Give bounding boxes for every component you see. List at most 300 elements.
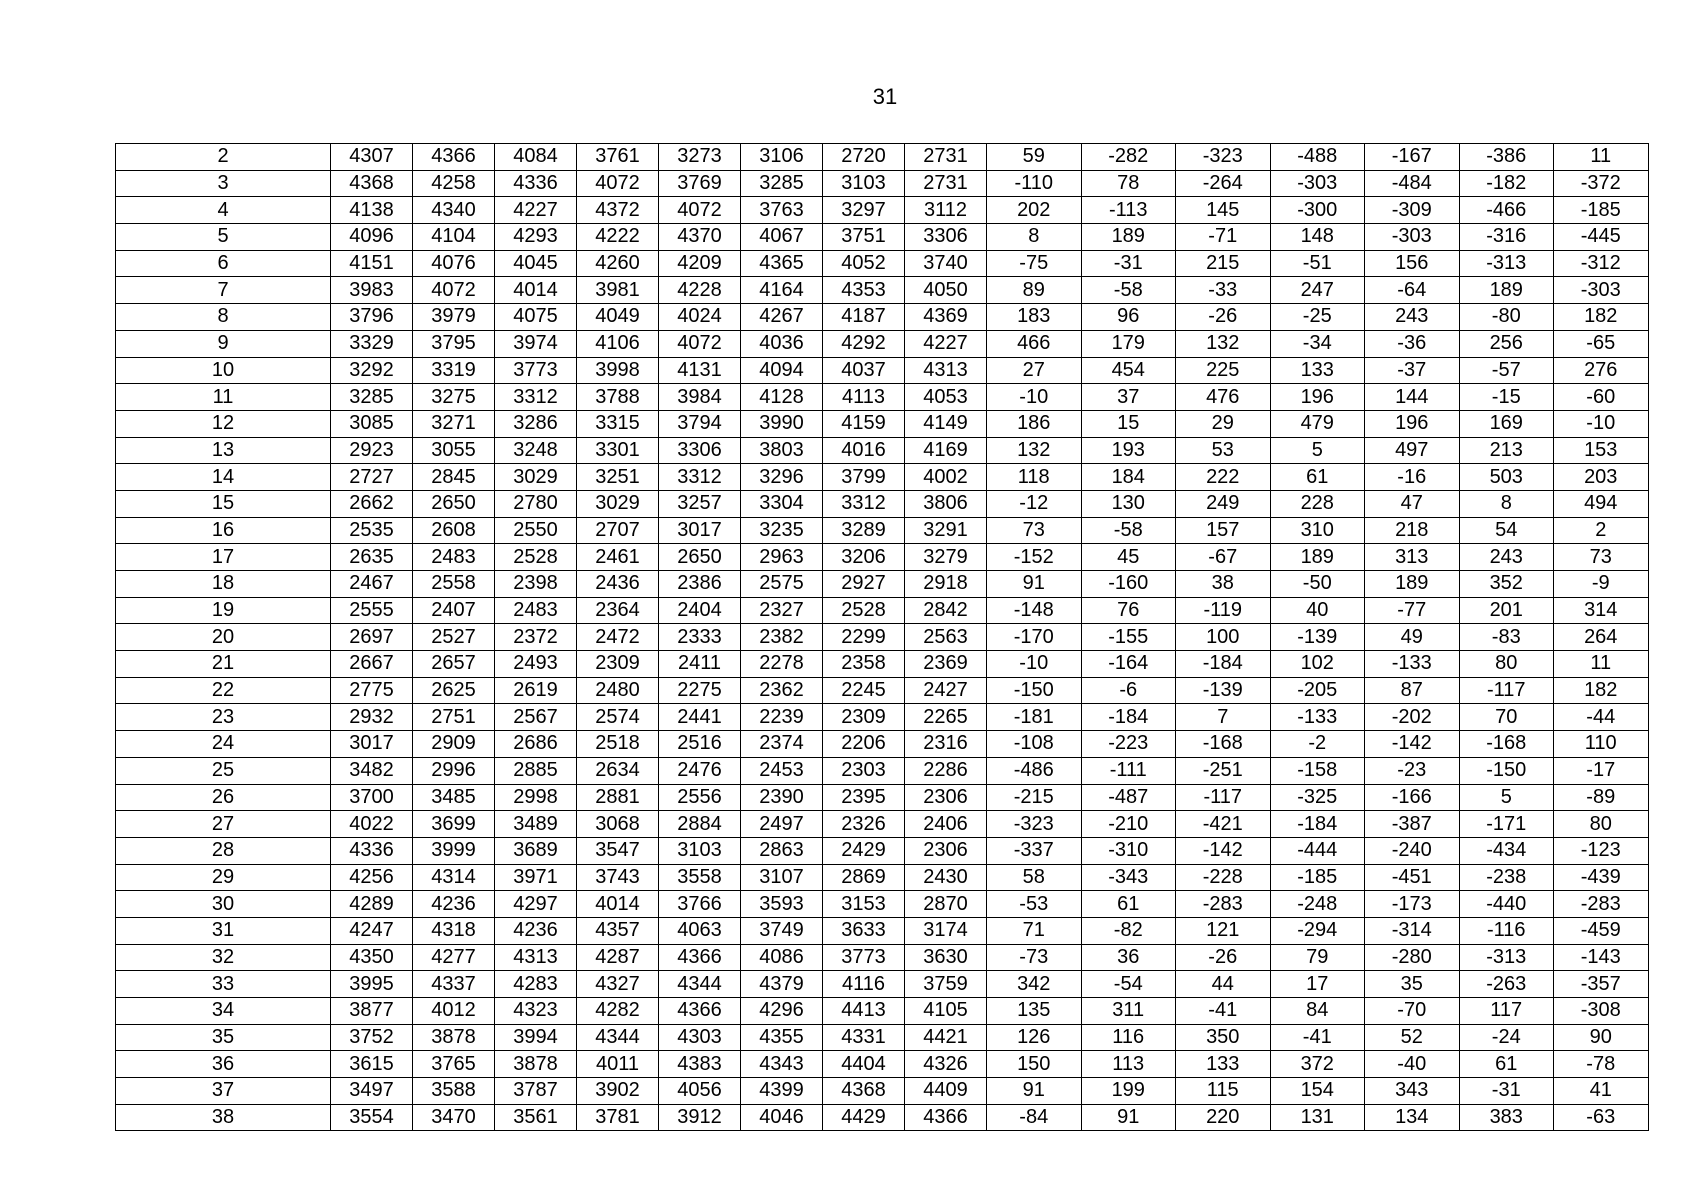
table-cell: 3749 xyxy=(741,917,823,944)
table-cell: 4344 xyxy=(577,1024,659,1051)
table-cell: 29 xyxy=(1176,410,1271,437)
table-cell: 189 xyxy=(1365,571,1460,598)
table-cell: 3289 xyxy=(823,517,905,544)
row-index-cell: 17 xyxy=(116,544,331,571)
table-cell: 3291 xyxy=(905,517,987,544)
table-cell: -143 xyxy=(1554,944,1649,971)
table-cell: -53 xyxy=(987,891,1082,918)
table-cell: 3761 xyxy=(577,144,659,171)
table-cell: 2206 xyxy=(823,731,905,758)
table-cell: 2634 xyxy=(577,757,659,784)
table-cell: 4370 xyxy=(659,224,741,251)
table-cell: -16 xyxy=(1365,464,1460,491)
table-cell: 2476 xyxy=(659,757,741,784)
table-cell: 150 xyxy=(987,1051,1082,1078)
table-cell: 3981 xyxy=(577,277,659,304)
table-cell: 4292 xyxy=(823,330,905,357)
row-index-cell: 27 xyxy=(116,811,331,838)
table-cell: 3561 xyxy=(495,1104,577,1131)
table-cell: 256 xyxy=(1459,330,1554,357)
table-cell: -486 xyxy=(987,757,1082,784)
table-cell: 4323 xyxy=(495,998,577,1025)
table-cell: -303 xyxy=(1270,170,1365,197)
table-cell: -23 xyxy=(1365,757,1460,784)
table-cell: -110 xyxy=(987,170,1082,197)
table-cell: 3984 xyxy=(659,384,741,411)
table-cell: -89 xyxy=(1554,784,1649,811)
table-cell: 2461 xyxy=(577,544,659,571)
table-cell: 4227 xyxy=(905,330,987,357)
table-cell: -323 xyxy=(987,811,1082,838)
table-cell: 4369 xyxy=(905,304,987,331)
table-cell: 4138 xyxy=(331,197,413,224)
table-cell: 189 xyxy=(1081,224,1176,251)
table-cell: 3795 xyxy=(413,330,495,357)
table-cell: 497 xyxy=(1365,437,1460,464)
table-cell: 3794 xyxy=(659,410,741,437)
table-cell: 76 xyxy=(1081,597,1176,624)
table-cell: 4318 xyxy=(413,917,495,944)
table-cell: 2362 xyxy=(741,677,823,704)
table-cell: 132 xyxy=(987,437,1082,464)
table-cell: 3312 xyxy=(495,384,577,411)
table-cell: 4353 xyxy=(823,277,905,304)
table-cell: 4113 xyxy=(823,384,905,411)
table-cell: 37 xyxy=(1081,384,1176,411)
table-cell: 3630 xyxy=(905,944,987,971)
table-cell: 4016 xyxy=(823,437,905,464)
table-cell: 243 xyxy=(1459,544,1554,571)
page-number: 31 xyxy=(872,84,898,109)
row-index-cell: 33 xyxy=(116,971,331,998)
table-row xyxy=(116,651,1649,678)
table-cell: -184 xyxy=(1081,704,1176,731)
table-cell: 3315 xyxy=(577,410,659,437)
table-cell: 3547 xyxy=(577,837,659,864)
table-cell: -238 xyxy=(1459,864,1554,891)
table-cell: 196 xyxy=(1270,384,1365,411)
table-cell: 2869 xyxy=(823,864,905,891)
table-cell: -10 xyxy=(987,651,1082,678)
table-cell: 183 xyxy=(987,304,1082,331)
table-cell: 4072 xyxy=(659,330,741,357)
table-row xyxy=(116,250,1649,277)
table-cell: -83 xyxy=(1459,624,1554,651)
table-cell: 3877 xyxy=(331,998,413,1025)
table-cell: 3085 xyxy=(331,410,413,437)
table-cell: 2563 xyxy=(905,624,987,651)
table-cell: 3588 xyxy=(413,1078,495,1105)
table-cell: -116 xyxy=(1459,917,1554,944)
table-cell: 4131 xyxy=(659,357,741,384)
table-cell: -313 xyxy=(1459,250,1554,277)
table-row xyxy=(116,544,1649,571)
table-cell: 3029 xyxy=(495,464,577,491)
table-cell: 476 xyxy=(1176,384,1271,411)
table-cell: 2686 xyxy=(495,731,577,758)
table-cell: 2372 xyxy=(495,624,577,651)
table-cell: 342 xyxy=(987,971,1082,998)
table-cell: 4053 xyxy=(905,384,987,411)
table-row xyxy=(116,437,1649,464)
table-cell: 3292 xyxy=(331,357,413,384)
table-cell: 2662 xyxy=(331,490,413,517)
table-cell: 3107 xyxy=(741,864,823,891)
row-index-cell: 35 xyxy=(116,1024,331,1051)
table-cell: 3017 xyxy=(331,731,413,758)
table-cell: 2369 xyxy=(905,651,987,678)
table-cell: -251 xyxy=(1176,757,1271,784)
row-index-cell: 2 xyxy=(116,144,331,171)
table-cell: -168 xyxy=(1176,731,1271,758)
table-cell: 2453 xyxy=(741,757,823,784)
table-cell: -108 xyxy=(987,731,1082,758)
table-cell: 2406 xyxy=(905,811,987,838)
table-cell: 343 xyxy=(1365,1078,1460,1105)
table-cell: -466 xyxy=(1459,197,1554,224)
row-index-cell: 28 xyxy=(116,837,331,864)
row-index-cell: 3 xyxy=(116,170,331,197)
table-cell: 2881 xyxy=(577,784,659,811)
table-cell: 2932 xyxy=(331,704,413,731)
table-cell: 2963 xyxy=(741,544,823,571)
table-cell: -84 xyxy=(987,1104,1082,1131)
table-cell: -185 xyxy=(1270,864,1365,891)
table-cell: 3296 xyxy=(741,464,823,491)
table-cell: 4404 xyxy=(823,1051,905,1078)
table-cell: 80 xyxy=(1554,811,1649,838)
row-index-cell: 10 xyxy=(116,357,331,384)
table-cell: 115 xyxy=(1176,1078,1271,1105)
table-cell: 4260 xyxy=(577,250,659,277)
table-cell: -282 xyxy=(1081,144,1176,171)
table-cell: 3103 xyxy=(823,170,905,197)
table-cell: 4258 xyxy=(413,170,495,197)
table-cell: -2 xyxy=(1270,731,1365,758)
table-cell: 3759 xyxy=(905,971,987,998)
table-cell: 49 xyxy=(1365,624,1460,651)
table-cell: -263 xyxy=(1459,971,1554,998)
table-cell: -240 xyxy=(1365,837,1460,864)
table-cell: 2707 xyxy=(577,517,659,544)
table-cell: 169 xyxy=(1459,410,1554,437)
table-row xyxy=(116,384,1649,411)
table-cell: 2467 xyxy=(331,571,413,598)
table-cell: 4399 xyxy=(741,1078,823,1105)
table-row xyxy=(116,917,1649,944)
table-cell: 2885 xyxy=(495,757,577,784)
table-row xyxy=(116,811,1649,838)
table-cell: -67 xyxy=(1176,544,1271,571)
table-cell: 4036 xyxy=(741,330,823,357)
table-cell: 2364 xyxy=(577,597,659,624)
table-cell: -142 xyxy=(1365,731,1460,758)
table-cell: -434 xyxy=(1459,837,1554,864)
table-cell: -12 xyxy=(987,490,1082,517)
row-index-cell: 15 xyxy=(116,490,331,517)
table-cell: 2407 xyxy=(413,597,495,624)
table-cell: 87 xyxy=(1365,677,1460,704)
table-cell: -117 xyxy=(1176,784,1271,811)
table-cell: 264 xyxy=(1554,624,1649,651)
table-cell: 4421 xyxy=(905,1024,987,1051)
table-cell: -36 xyxy=(1365,330,1460,357)
table-cell: 4413 xyxy=(823,998,905,1025)
table-cell: 2472 xyxy=(577,624,659,651)
table-cell: 3765 xyxy=(413,1051,495,1078)
table-cell: 84 xyxy=(1270,998,1365,1025)
table-cell: 2996 xyxy=(413,757,495,784)
table-cell: 2411 xyxy=(659,651,741,678)
table-cell: 3497 xyxy=(331,1078,413,1105)
table-cell: 27 xyxy=(987,357,1082,384)
table-cell: 179 xyxy=(1081,330,1176,357)
table-cell: -294 xyxy=(1270,917,1365,944)
table-cell: 4326 xyxy=(905,1051,987,1078)
table-cell: -445 xyxy=(1554,224,1649,251)
table-cell: 3106 xyxy=(741,144,823,171)
table-cell: 3103 xyxy=(659,837,741,864)
table-cell: -119 xyxy=(1176,597,1271,624)
table-row xyxy=(116,677,1649,704)
row-index-cell: 6 xyxy=(116,250,331,277)
table-cell: 59 xyxy=(987,144,1082,171)
table-cell: -9 xyxy=(1554,571,1649,598)
row-index-cell: 25 xyxy=(116,757,331,784)
table-cell: 3329 xyxy=(331,330,413,357)
table-cell: 2918 xyxy=(905,571,987,598)
table-cell: -34 xyxy=(1270,330,1365,357)
table-cell: 2619 xyxy=(495,677,577,704)
table-cell: 100 xyxy=(1176,624,1271,651)
table-cell: 70 xyxy=(1459,704,1554,731)
table-cell: -41 xyxy=(1270,1024,1365,1051)
table-cell: 91 xyxy=(1081,1104,1176,1131)
table-cell: -80 xyxy=(1459,304,1554,331)
table-cell: 4307 xyxy=(331,144,413,171)
table-cell: 73 xyxy=(1554,544,1649,571)
table-cell: 3803 xyxy=(741,437,823,464)
table-cell: 2697 xyxy=(331,624,413,651)
table-cell: 3979 xyxy=(413,304,495,331)
table-cell: 3763 xyxy=(741,197,823,224)
table-cell: 4366 xyxy=(659,944,741,971)
table-cell: 4002 xyxy=(905,464,987,491)
table-cell: -357 xyxy=(1554,971,1649,998)
table-cell: -386 xyxy=(1459,144,1554,171)
table-cell: 184 xyxy=(1081,464,1176,491)
table-cell: 2436 xyxy=(577,571,659,598)
table-cell: -323 xyxy=(1176,144,1271,171)
table-cell: 89 xyxy=(987,277,1082,304)
table-cell: 311 xyxy=(1081,998,1176,1025)
table-cell: 2842 xyxy=(905,597,987,624)
table-cell: 5 xyxy=(1270,437,1365,464)
table-cell: 503 xyxy=(1459,464,1554,491)
table-cell: -139 xyxy=(1270,624,1365,651)
table-cell: -44 xyxy=(1554,704,1649,731)
table-cell: 4227 xyxy=(495,197,577,224)
table-cell: 36 xyxy=(1081,944,1176,971)
table-cell: 5 xyxy=(1459,784,1554,811)
table-cell: 3902 xyxy=(577,1078,659,1105)
table-cell: 3306 xyxy=(905,224,987,251)
table-cell: 3068 xyxy=(577,811,659,838)
table-cell: 310 xyxy=(1270,517,1365,544)
table-cell: 2493 xyxy=(495,651,577,678)
table-cell: 2667 xyxy=(331,651,413,678)
table-cell: 3271 xyxy=(413,410,495,437)
table-row xyxy=(116,197,1649,224)
table-cell: 3878 xyxy=(495,1051,577,1078)
table-row xyxy=(116,464,1649,491)
table-row xyxy=(116,304,1649,331)
table-cell: -54 xyxy=(1081,971,1176,998)
table-row xyxy=(116,757,1649,784)
table-cell: 2870 xyxy=(905,891,987,918)
table-cell: 314 xyxy=(1554,597,1649,624)
table-cell: -309 xyxy=(1365,197,1460,224)
table-cell: -77 xyxy=(1365,597,1460,624)
table-cell: 249 xyxy=(1176,490,1271,517)
row-index-cell: 14 xyxy=(116,464,331,491)
table-row xyxy=(116,624,1649,651)
table-cell: 79 xyxy=(1270,944,1365,971)
table-cell: 3279 xyxy=(905,544,987,571)
table-cell: 4289 xyxy=(331,891,413,918)
table-cell: 3751 xyxy=(823,224,905,251)
table-cell: 2275 xyxy=(659,677,741,704)
table-cell: 2558 xyxy=(413,571,495,598)
table-cell: 4372 xyxy=(577,197,659,224)
table-row xyxy=(116,277,1649,304)
table-cell: -70 xyxy=(1365,998,1460,1025)
table-cell: 3912 xyxy=(659,1104,741,1131)
table-cell: 156 xyxy=(1365,250,1460,277)
table-cell: -58 xyxy=(1081,277,1176,304)
table-cell: 3615 xyxy=(331,1051,413,1078)
table-cell: -168 xyxy=(1459,731,1554,758)
table-cell: 3995 xyxy=(331,971,413,998)
table-cell: 2625 xyxy=(413,677,495,704)
table-cell: 4256 xyxy=(331,864,413,891)
table-row xyxy=(116,597,1649,624)
row-index-cell: 30 xyxy=(116,891,331,918)
table-cell: 4366 xyxy=(413,144,495,171)
table-cell: 2650 xyxy=(413,490,495,517)
table-cell: 110 xyxy=(1554,731,1649,758)
table-cell: 313 xyxy=(1365,544,1460,571)
table-cell: 3558 xyxy=(659,864,741,891)
table-cell: -303 xyxy=(1554,277,1649,304)
table-cell: -164 xyxy=(1081,651,1176,678)
table-cell: -171 xyxy=(1459,811,1554,838)
table-cell: 3971 xyxy=(495,864,577,891)
table-cell: 2727 xyxy=(331,464,413,491)
table-cell: 4283 xyxy=(495,971,577,998)
table-cell: 4116 xyxy=(823,971,905,998)
table-cell: 4106 xyxy=(577,330,659,357)
table-cell: 2429 xyxy=(823,837,905,864)
table-cell: -40 xyxy=(1365,1051,1460,1078)
table-cell: 494 xyxy=(1554,490,1649,517)
table-cell: -215 xyxy=(987,784,1082,811)
table-cell: 4012 xyxy=(413,998,495,1025)
table-cell: -17 xyxy=(1554,757,1649,784)
table-cell: 4303 xyxy=(659,1024,741,1051)
table-cell: 53 xyxy=(1176,437,1271,464)
table-cell: 2374 xyxy=(741,731,823,758)
table-cell: 2404 xyxy=(659,597,741,624)
table-cell: 4287 xyxy=(577,944,659,971)
table-cell: -210 xyxy=(1081,811,1176,838)
table-cell: -148 xyxy=(987,597,1082,624)
table-cell: 3301 xyxy=(577,437,659,464)
table-cell: 3285 xyxy=(331,384,413,411)
table-cell: 3153 xyxy=(823,891,905,918)
table-cell: 4366 xyxy=(659,998,741,1025)
table-cell: -184 xyxy=(1176,651,1271,678)
table-cell: 228 xyxy=(1270,490,1365,517)
table-cell: 4337 xyxy=(413,971,495,998)
table-cell: 225 xyxy=(1176,357,1271,384)
table-cell: 130 xyxy=(1081,490,1176,517)
table-row xyxy=(116,1024,1649,1051)
table-cell: 4067 xyxy=(741,224,823,251)
table-row xyxy=(116,170,1649,197)
table-cell: 4236 xyxy=(495,917,577,944)
table-cell: -73 xyxy=(987,944,1082,971)
table-cell: 4063 xyxy=(659,917,741,944)
table-cell: 3174 xyxy=(905,917,987,944)
table-cell: 243 xyxy=(1365,304,1460,331)
table-row xyxy=(116,891,1649,918)
table-cell: -451 xyxy=(1365,864,1460,891)
table-cell: 4045 xyxy=(495,250,577,277)
row-index-cell: 36 xyxy=(116,1051,331,1078)
table-cell: 4350 xyxy=(331,944,413,971)
table-cell: 372 xyxy=(1270,1051,1365,1078)
table-cell: 4409 xyxy=(905,1078,987,1105)
table-cell: 144 xyxy=(1365,384,1460,411)
table-cell: 466 xyxy=(987,330,1082,357)
table-cell: 2239 xyxy=(741,704,823,731)
table-cell: -111 xyxy=(1081,757,1176,784)
row-index-cell: 13 xyxy=(116,437,331,464)
table-cell: 3700 xyxy=(331,784,413,811)
table-cell: -139 xyxy=(1176,677,1271,704)
table-cell: 4368 xyxy=(823,1078,905,1105)
table-cell: -343 xyxy=(1081,864,1176,891)
table-cell: 220 xyxy=(1176,1104,1271,1131)
table-cell: 3297 xyxy=(823,197,905,224)
table-cell: -75 xyxy=(987,250,1082,277)
table-cell: 3273 xyxy=(659,144,741,171)
row-index-cell: 7 xyxy=(116,277,331,304)
table-cell: -10 xyxy=(987,384,1082,411)
table-cell: 4096 xyxy=(331,224,413,251)
table-cell: -440 xyxy=(1459,891,1554,918)
table-cell: 201 xyxy=(1459,597,1554,624)
table-row xyxy=(116,1104,1649,1131)
table-cell: 4336 xyxy=(495,170,577,197)
table-cell: 133 xyxy=(1176,1051,1271,1078)
table-cell: 4037 xyxy=(823,357,905,384)
table-cell: 4267 xyxy=(741,304,823,331)
table-cell: 3994 xyxy=(495,1024,577,1051)
table-cell: 4296 xyxy=(741,998,823,1025)
table-cell: -223 xyxy=(1081,731,1176,758)
